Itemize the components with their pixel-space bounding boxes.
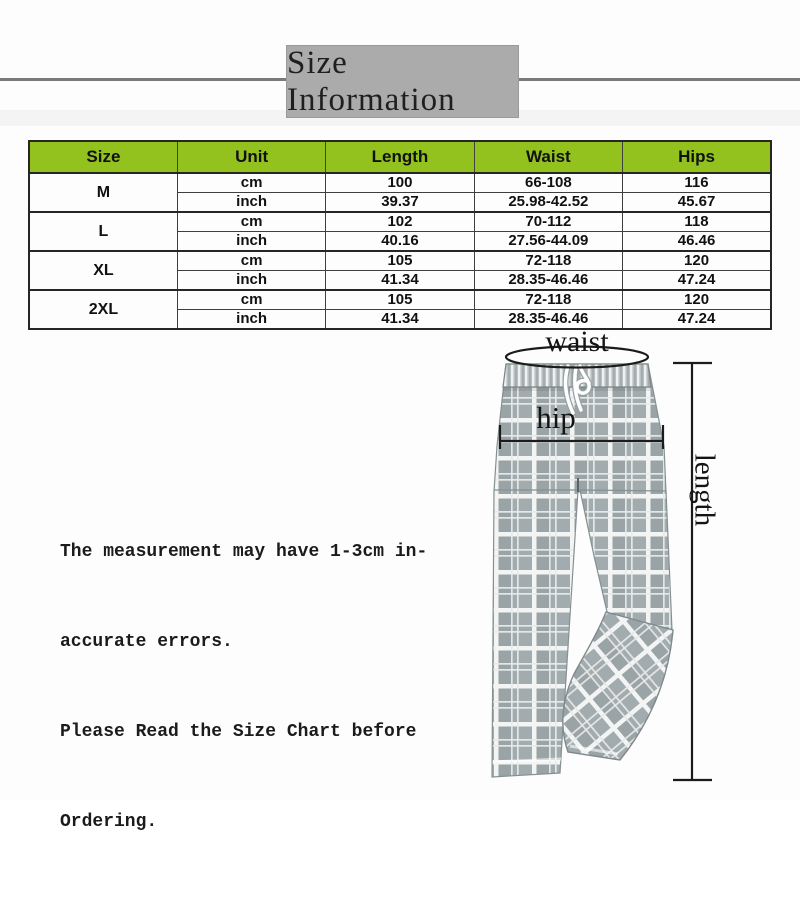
length-cell: 105 (326, 251, 474, 271)
column-header-waist: Waist (474, 141, 622, 173)
pants-right-leg-upper (580, 490, 672, 630)
unit-cell: cm (177, 290, 325, 310)
column-header-unit: Unit (177, 141, 325, 173)
waist-cell: 72-118 (474, 251, 622, 271)
length-measure-line (673, 363, 712, 780)
length-cell: 105 (326, 290, 474, 310)
waist-cell: 66-108 (474, 173, 622, 193)
column-header-hips: Hips (623, 141, 771, 173)
unit-cell: cm (177, 173, 325, 193)
note-line: Please Read the Size Chart before (60, 722, 417, 742)
unit-cell: cm (177, 251, 325, 271)
waist-cell: 72-118 (474, 290, 622, 310)
note-line: Ordering. (60, 812, 158, 832)
hips-cell: 120 (623, 251, 771, 271)
waist-cell: 27.56-44.09 (474, 232, 622, 252)
hips-cell: 47.24 (623, 310, 771, 330)
length-cell: 100 (326, 173, 474, 193)
length-cell: 41.34 (326, 271, 474, 291)
hips-cell: 120 (623, 290, 771, 310)
size-cell-xl: XL (29, 251, 177, 290)
length-cell: 41.34 (326, 310, 474, 330)
size-cell-m: M (29, 173, 177, 212)
unit-cell: inch (177, 271, 325, 291)
hips-cell: 47.24 (623, 271, 771, 291)
waist-cell: 28.35-46.46 (474, 310, 622, 330)
length-cell: 40.16 (326, 232, 474, 252)
size-cell-2xl: 2XL (29, 290, 177, 329)
note-line: accurate errors. (60, 632, 233, 652)
unit-cell: inch (177, 310, 325, 330)
column-header-size: Size (29, 141, 177, 173)
column-header-length: Length (326, 141, 474, 173)
size-cell-l: L (29, 212, 177, 251)
length-cell: 102 (326, 212, 474, 232)
waist-cell: 25.98-42.52 (474, 193, 622, 213)
hip-label: hip (536, 400, 576, 435)
hips-cell: 46.46 (623, 232, 771, 252)
pants-right-leg-folded (563, 612, 673, 760)
hips-cell: 45.67 (623, 193, 771, 213)
waist-label: waist (545, 325, 609, 358)
unit-cell: cm (177, 212, 325, 232)
note-line: The measurement may have 1-3cm in- (60, 542, 428, 562)
waist-cell: 28.35-46.46 (474, 271, 622, 291)
length-cell: 39.37 (326, 193, 474, 213)
unit-cell: inch (177, 193, 325, 213)
hips-cell: 118 (623, 212, 771, 232)
hips-cell: 116 (623, 173, 771, 193)
unit-cell: inch (177, 232, 325, 252)
length-label: length (688, 453, 721, 527)
waist-cell: 70-112 (474, 212, 622, 232)
page-title: Size Information (287, 44, 456, 118)
